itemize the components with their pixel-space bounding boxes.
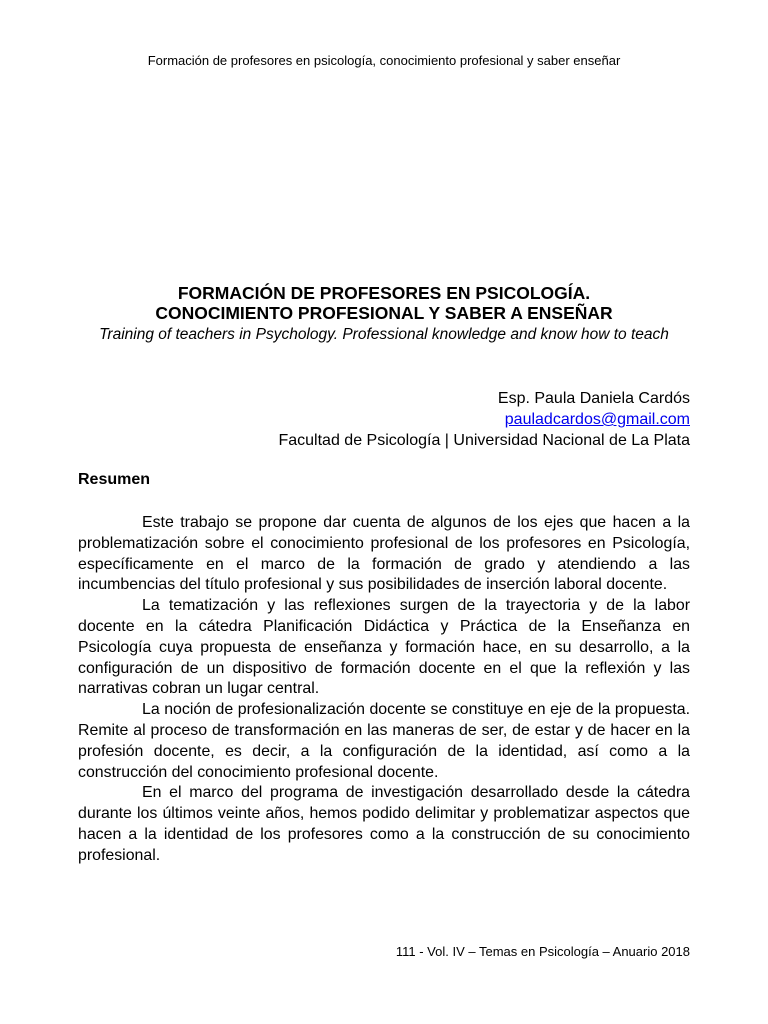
author-affiliation: Facultad de Psicología | Universidad Nacional de La Plata	[278, 432, 690, 449]
abstract-paragraph: La tematización y las reflexiones surgen de la trayectoria y de la labor docente en la cátedra Planificación Didáctica y Práctica de la Enseñanza en Psicología cuya propuesta de enseñanza y formación hace, en su desarrollo, a la configuración de un dispositivo de formación docente en el que la reflexión y las narrativas cobran un lugar central.	[78, 597, 690, 698]
abstract-paragraph: Este trabajo se propone dar cuenta de algunos de los ejes que hacen a la problematización sobre el conocimiento profesional de los profesores en Psicología, específicamente en el marco de la formación de grado y atendiendo a las incumbencias del título profesional y sus posibilidades de inserción laboral docente.	[78, 514, 690, 594]
page-footer: 111 - Vol. IV – Temas en Psicología – Anuario 2018	[395, 944, 690, 959]
abstract-paragraph: La noción de profesionalización docente se constituye en eje de la propuesta. Remite al proceso de transformación en las maneras de ser, de estar y de hacer en la profesión docente, es decir, a la configuración de la identidad, así como a la construcción del conocimiento profesional docente.	[78, 701, 690, 781]
author-email-link[interactable]: pauladcardos@gmail.com	[504, 411, 690, 428]
running-head: Formación de profesores en psicología, conocimiento profesional y saber enseñar	[147, 53, 621, 68]
title-line-2: CONOCIMIENTO PROFESIONAL Y SABER A ENSEÑAR	[155, 303, 613, 323]
abstract-heading: Resumen	[78, 471, 151, 488]
abstract-paragraph: En el marco del programa de investigación desarrollado desde la cátedra durante los últimos veinte años, hemos podido delimitar y problematizar aspectos que hacen a la identidad de los profesores como a la construcción de su conocimiento profesional.	[78, 784, 690, 864]
title-line-1: FORMACIÓN DE PROFESORES EN PSICOLOGÍA.	[177, 283, 591, 303]
english-title: Training of teachers in Psychology. Professional knowledge and know how to teach	[99, 326, 669, 343]
author-name: Esp. Paula Daniela Cardós	[497, 390, 690, 407]
title-block	[78, 283, 690, 345]
abstract-body	[78, 513, 690, 867]
author-block	[78, 388, 690, 451]
